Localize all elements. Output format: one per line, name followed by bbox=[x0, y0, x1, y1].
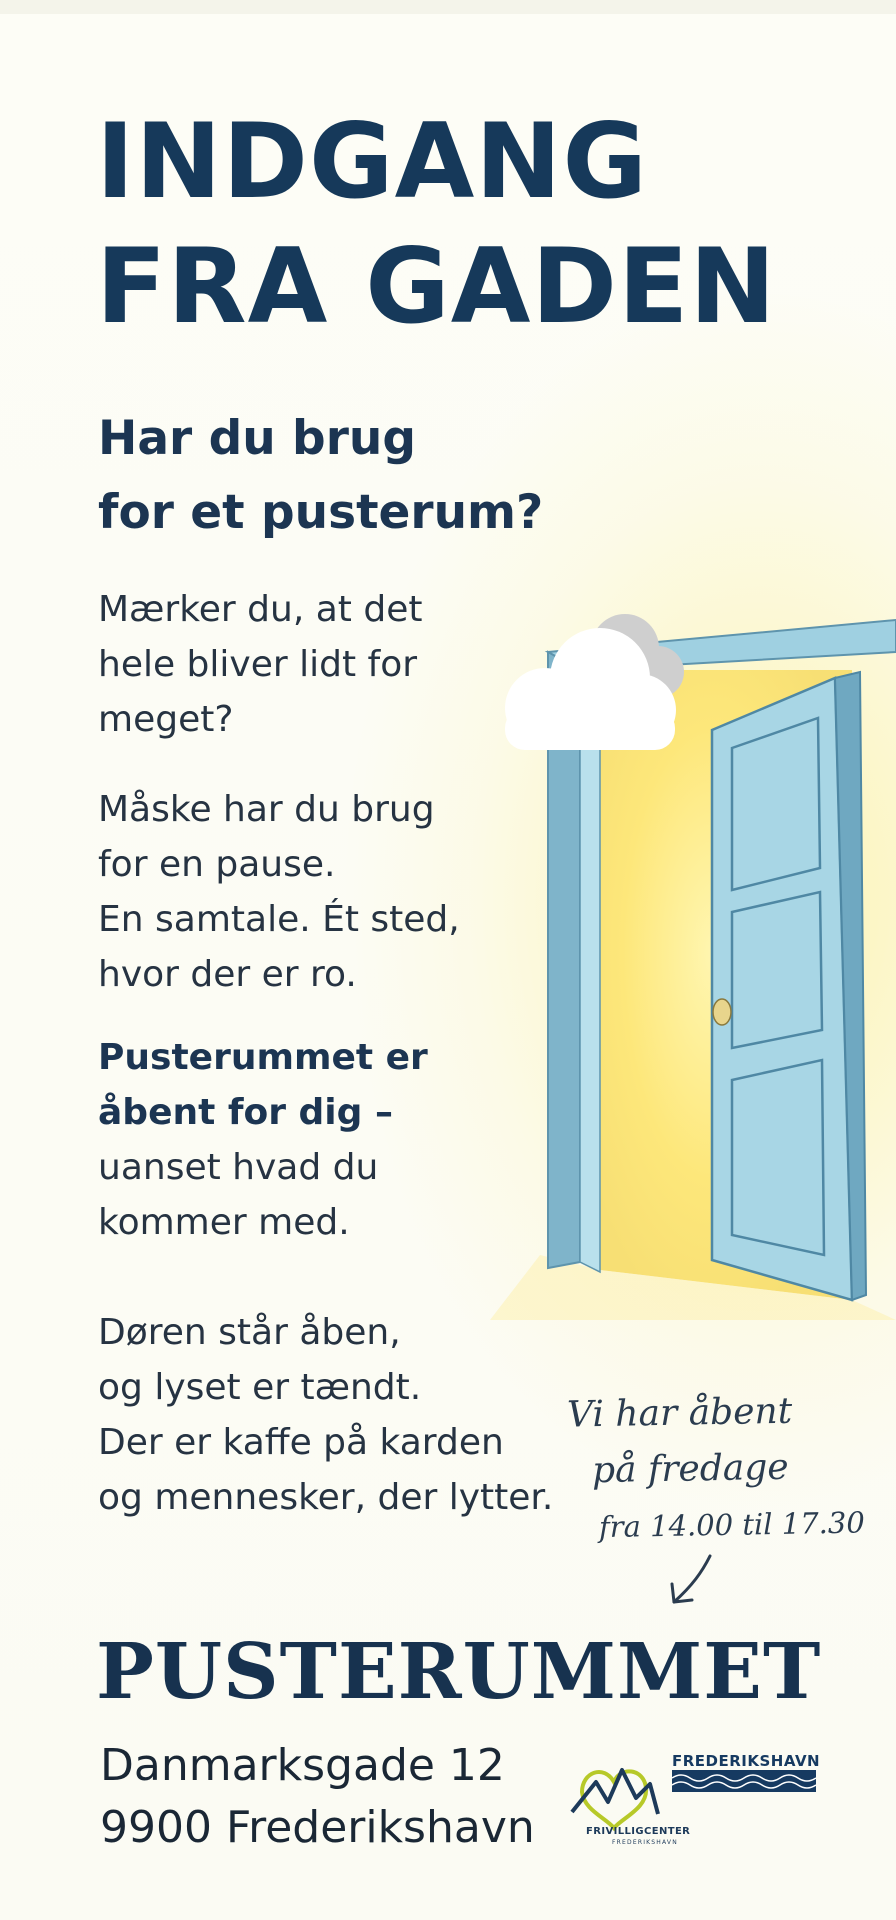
paragraph-4-line: og lyset er tændt. bbox=[98, 1367, 422, 1408]
arrow-down-icon bbox=[662, 1550, 722, 1610]
paragraph-1-line: meget? bbox=[98, 699, 234, 740]
paragraph-1-line: hele bliver lidt for bbox=[98, 644, 418, 685]
frederikshavn-logo-text: FREDERIKSHAVN bbox=[672, 1752, 821, 1770]
headline-line-2: FRA GADEN bbox=[96, 227, 777, 347]
paragraph-4 bbox=[98, 1305, 553, 1525]
paragraph-2-line: En samtale. Ét sted, bbox=[98, 899, 460, 940]
opening-hours-note bbox=[567, 1382, 870, 1555]
subheading-line-2: for et pusterum? bbox=[98, 485, 544, 540]
paragraph-1 bbox=[98, 582, 422, 747]
address-street: Danmarksgade 12 bbox=[100, 1740, 505, 1791]
paragraph-3-line: kommer med. bbox=[98, 1202, 350, 1243]
frederikshavn-logo bbox=[672, 1770, 816, 1792]
subheading bbox=[98, 402, 543, 550]
paragraph-4-line: og mennesker, der lytter. bbox=[98, 1477, 554, 1518]
paragraph-2-line: for en pause. bbox=[98, 844, 336, 885]
paragraph-1-line: Mærker du, at det bbox=[98, 589, 423, 630]
paragraph-4-line: Der er kaffe på karden bbox=[98, 1422, 504, 1463]
paragraph-2 bbox=[98, 782, 460, 1002]
paragraph-4-line: Døren står åben, bbox=[98, 1312, 401, 1353]
paragraph-3 bbox=[98, 1030, 428, 1250]
top-band bbox=[0, 0, 896, 14]
headline-line-1: INDGANG bbox=[96, 102, 649, 222]
paragraph-2-line: Måske har du brug bbox=[98, 789, 435, 830]
address bbox=[100, 1735, 535, 1859]
opening-hours-line-3: fra 14.00 til 17.30 bbox=[598, 1505, 866, 1545]
paragraph-3-line: uanset hvad du bbox=[98, 1147, 379, 1188]
frivilligcenter-logo-text: FRIVILLIGCENTER bbox=[586, 1826, 691, 1837]
headline bbox=[96, 100, 777, 350]
paragraph-3-bold-line: Pusterummet er bbox=[98, 1037, 428, 1078]
brand-name: PUSTERUMMET bbox=[96, 1627, 822, 1717]
cloud-icon bbox=[490, 600, 710, 760]
paragraph-2-line: hvor der er ro. bbox=[98, 954, 357, 995]
opening-hours-line-1: Vi har åbent bbox=[566, 1390, 793, 1436]
frivilligcenter-logo-subtext: FREDERIKSHAVN bbox=[612, 1839, 678, 1846]
address-city: 9900 Frederikshavn bbox=[100, 1802, 535, 1853]
subheading-line-1: Har du brug bbox=[98, 411, 416, 466]
opening-hours-line-2: på fredage bbox=[591, 1446, 789, 1492]
paragraph-3-bold-line: åbent for dig – bbox=[98, 1092, 393, 1133]
